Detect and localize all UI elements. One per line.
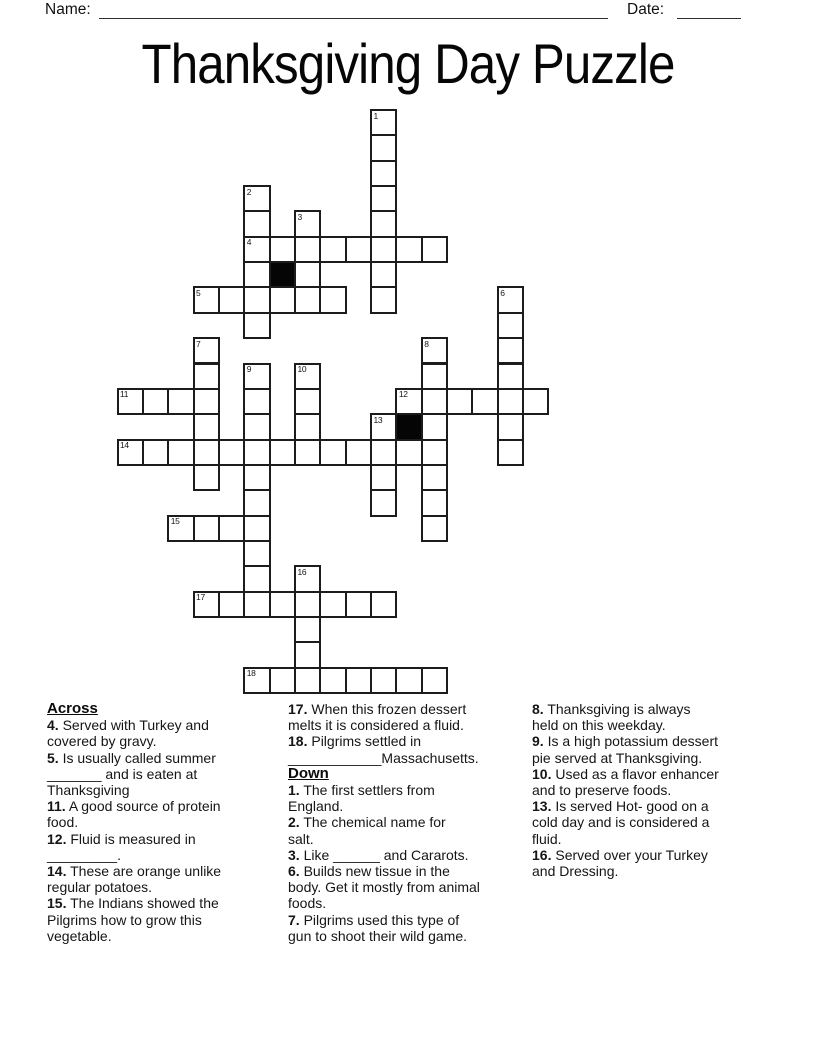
cell-number: 5 <box>196 287 201 298</box>
grid-cell <box>269 236 296 263</box>
grid-cell <box>117 439 144 466</box>
clue-text-line: salt. <box>288 830 314 847</box>
grid-cell <box>319 591 346 618</box>
page-title: Thanksgiving Day Puzzle <box>141 32 675 95</box>
clue-number: 1. <box>288 782 300 799</box>
grid-cell <box>193 464 220 491</box>
clue-item <box>288 814 530 846</box>
grid-cell <box>446 388 473 415</box>
clues-column-3 <box>532 701 768 879</box>
grid-cell <box>193 591 220 618</box>
grid-cell <box>497 337 524 364</box>
clue-text-line: ____________Massachusetts. <box>288 749 479 766</box>
grid-cell <box>319 286 346 313</box>
grid-cell-black <box>395 413 422 440</box>
grid-cell <box>319 667 346 694</box>
clue-number: 5. <box>47 749 59 766</box>
clue-number: 10. <box>532 765 552 782</box>
clue-item <box>532 847 768 879</box>
clue-number: 14. <box>47 863 67 880</box>
grid-cell <box>193 363 220 390</box>
cell-number: 9 <box>246 364 252 374</box>
clue-text-line: pie served at Thanksgiving. <box>532 749 703 766</box>
cell-number: 10 <box>297 364 307 374</box>
grid-cell <box>243 312 270 339</box>
grid-cell <box>497 413 524 440</box>
clue-item <box>532 733 768 765</box>
grid-cell <box>345 236 372 263</box>
clue-item <box>47 863 283 895</box>
grid-cell <box>243 388 270 415</box>
cell-number: 2 <box>246 186 252 197</box>
grid-cell <box>243 489 270 516</box>
clue-text-line: and Dressing. <box>532 863 619 880</box>
clue-text-line: vegetable. <box>47 927 112 944</box>
grid-cell <box>395 236 422 263</box>
clue-text-line: 18. Pilgrims settled in <box>288 733 422 750</box>
grid-cell <box>269 439 296 466</box>
cell-number: 17 <box>196 592 205 603</box>
clue-item <box>288 847 530 863</box>
grid-cell <box>269 286 296 313</box>
grid-cell <box>218 439 245 466</box>
grid-cell <box>421 388 448 415</box>
grid-cell <box>243 413 270 440</box>
clue-number: 7. <box>288 911 300 928</box>
cell-number: 15 <box>170 516 180 527</box>
grid-cell <box>294 565 321 592</box>
grid-cell <box>243 515 270 542</box>
grid-cell <box>294 439 321 466</box>
cell-number: 3 <box>297 211 302 222</box>
clue-text-line: Pilgrims how to grow this <box>47 911 202 928</box>
clue-text-line: England. <box>288 798 344 815</box>
grid-cell <box>370 210 397 237</box>
clues-column-1 <box>47 701 283 944</box>
grid-cell <box>294 261 321 288</box>
grid-cell <box>243 363 270 390</box>
clue-number: 18. <box>288 733 308 750</box>
grid-cell <box>193 439 220 466</box>
clues-section-header: Down <box>288 764 329 782</box>
clue-number: 9. <box>532 733 544 750</box>
clue-text-line: covered by gravy. <box>47 733 157 750</box>
grid-cell <box>370 591 397 618</box>
crossword-grid <box>117 109 552 695</box>
clue-item <box>288 701 530 733</box>
clue-number: 15. <box>47 895 67 912</box>
clue-text-line: fluid. <box>532 830 562 847</box>
clue-number: 2. <box>288 814 300 831</box>
grid-cell <box>294 363 321 390</box>
clue-text-line: 6. Builds new tissue in the <box>288 863 450 880</box>
grid-cell <box>193 515 220 542</box>
clue-text-line: melts it is considered a fluid. <box>288 717 464 734</box>
grid-cell <box>421 515 448 542</box>
grid-cell <box>370 413 397 440</box>
grid-cell <box>497 312 524 339</box>
grid-cell <box>345 667 372 694</box>
grid-cell <box>421 667 448 694</box>
grid-cell <box>294 413 321 440</box>
grid-cell <box>193 413 220 440</box>
clue-text-line: 16. Served over your Turkey <box>532 846 708 863</box>
clue-number: 8. <box>532 701 544 717</box>
grid-cell <box>395 439 422 466</box>
cell-number: 11 <box>120 389 129 400</box>
grid-cell <box>421 236 448 263</box>
clue-text-line: and to preserve foods. <box>532 782 672 799</box>
grid-cell <box>193 337 220 364</box>
grid-cell <box>421 489 448 516</box>
clue-item <box>47 798 283 830</box>
clue-number: 11. <box>47 798 66 815</box>
clue-number: 13. <box>532 798 552 815</box>
grid-cell <box>243 591 270 618</box>
grid-cell <box>497 363 524 390</box>
clue-item <box>288 733 530 765</box>
grid-cell <box>370 185 397 212</box>
clue-number: 3. <box>288 846 300 863</box>
clue-text-line: food. <box>47 814 79 831</box>
grid-cell <box>218 515 245 542</box>
clue-item <box>47 717 283 749</box>
cell-number: 13 <box>373 414 383 425</box>
clue-text-line: 13. Is served Hot- good on a <box>532 798 709 815</box>
grid-cell <box>294 286 321 313</box>
grid-cell <box>370 236 397 263</box>
grid-cell <box>421 413 448 440</box>
clue-text-line: 11. A good source of protein <box>47 798 221 815</box>
grid-cell <box>218 591 245 618</box>
grid-cell <box>294 388 321 415</box>
grid-cell <box>319 236 346 263</box>
grid-cell <box>243 565 270 592</box>
grid-cell <box>294 210 321 237</box>
clue-number: 4. <box>47 717 59 734</box>
clue-text-line: 12. Fluid is measured in <box>47 830 196 847</box>
clues-section-header: Across <box>47 700 98 717</box>
grid-cell <box>294 236 321 263</box>
grid-cell <box>167 515 194 542</box>
clue-text-line: regular potatoes. <box>47 879 153 896</box>
grid-cell <box>471 388 498 415</box>
clue-text-line: _______ and is eaten at <box>47 765 198 782</box>
grid-cell <box>243 185 270 212</box>
grid-cell <box>142 439 169 466</box>
grid-cell <box>269 591 296 618</box>
grid-cell <box>345 591 372 618</box>
grid-cell <box>294 616 321 643</box>
clue-item <box>288 912 530 944</box>
grid-cell <box>294 667 321 694</box>
grid-cell <box>243 464 270 491</box>
clue-number: 12. <box>47 830 67 847</box>
clue-number: 17. <box>288 701 308 717</box>
clue-item <box>47 831 283 863</box>
clue-item <box>288 863 530 912</box>
grid-cell <box>243 439 270 466</box>
clue-text-line: 10. Used as a flavor enhancer <box>532 765 719 782</box>
clue-item <box>532 766 768 798</box>
grid-cell <box>243 540 270 567</box>
grid-cell <box>395 667 422 694</box>
grid-cell-black <box>269 261 296 288</box>
grid-cell <box>345 439 372 466</box>
grid-cell <box>294 591 321 618</box>
grid-cell <box>243 286 270 313</box>
clue-text-line: foods. <box>288 895 327 912</box>
grid-cell <box>395 388 422 415</box>
grid-cell <box>167 388 194 415</box>
grid-cell <box>522 388 549 415</box>
clue-text-line: _________. <box>47 846 121 863</box>
grid-cell <box>370 489 397 516</box>
clue-text-line: gun to shoot their wild game. <box>288 927 467 944</box>
clue-text-line: 14. These are orange unlike <box>47 863 222 880</box>
grid-cell <box>269 667 296 694</box>
clue-number: 6. <box>288 863 300 880</box>
grid-cell <box>370 667 397 694</box>
clue-text-line: 1. The first settlers from <box>288 782 435 799</box>
grid-cell <box>319 439 346 466</box>
grid-cell <box>421 363 448 390</box>
date-blank-line <box>677 18 741 19</box>
grid-cell <box>421 464 448 491</box>
grid-cell <box>370 134 397 161</box>
clue-text-line: body. Get it mostly from animal <box>288 879 480 896</box>
grid-cell <box>294 641 321 668</box>
grid-cell <box>370 109 397 136</box>
grid-cell <box>421 337 448 364</box>
clue-text-line: 17. When this frozen dessert <box>288 701 467 717</box>
clue-text-line: 7. Pilgrims used this type of <box>288 911 460 928</box>
name-label: Name: <box>45 1 91 18</box>
clue-item <box>532 798 768 847</box>
clue-text-line: 8. Thanksgiving is always <box>532 701 691 717</box>
grid-cell <box>370 286 397 313</box>
grid-cell <box>497 388 524 415</box>
cell-number: 7 <box>196 338 201 349</box>
clue-item <box>288 782 530 814</box>
cell-number: 1 <box>373 110 378 121</box>
clue-text-line: 15. The Indians showed the <box>47 895 219 912</box>
clue-number: 16. <box>532 846 552 863</box>
grid-cell <box>370 439 397 466</box>
cell-number: 4 <box>246 237 252 248</box>
grid-cell <box>497 439 524 466</box>
grid-cell <box>421 439 448 466</box>
cell-number: 16 <box>297 566 307 577</box>
grid-cell <box>370 464 397 491</box>
grid-cell <box>243 667 270 694</box>
grid-cell <box>167 439 194 466</box>
clue-text-line: 4. Served with Turkey and <box>47 717 209 734</box>
clue-text-line: cold day and is considered a <box>532 814 710 831</box>
grid-cell <box>218 286 245 313</box>
grid-cell <box>497 286 524 313</box>
grid-cell <box>142 388 169 415</box>
cell-number: 6 <box>500 287 505 298</box>
clue-item <box>532 701 768 733</box>
clues-column-2 <box>288 701 530 944</box>
grid-cell <box>193 286 220 313</box>
grid-cell <box>243 236 270 263</box>
cell-number: 18 <box>246 668 256 679</box>
name-blank-line <box>99 18 608 19</box>
clue-item <box>47 750 283 799</box>
grid-cell <box>370 261 397 288</box>
clue-item <box>47 895 283 944</box>
grid-cell <box>117 388 144 415</box>
clue-text-line: 2. The chemical name for <box>288 814 446 831</box>
cell-number: 8 <box>424 338 429 349</box>
date-label: Date: <box>627 1 665 18</box>
cell-number: 14 <box>120 440 129 451</box>
grid-cell <box>370 160 397 187</box>
clue-text-line: 5. Is usually called summer <box>47 749 216 766</box>
grid-cell <box>193 388 220 415</box>
clue-text-line: Thanksgiving <box>47 782 130 799</box>
grid-cell <box>243 261 270 288</box>
clue-text-line: held on this weekday. <box>532 717 666 734</box>
clue-text-line: 3. Like ______ and Cararots. <box>288 846 469 863</box>
clue-text-line: 9. Is a high potassium dessert <box>532 733 718 750</box>
cell-number: 12 <box>398 389 408 400</box>
grid-cell <box>243 210 270 237</box>
